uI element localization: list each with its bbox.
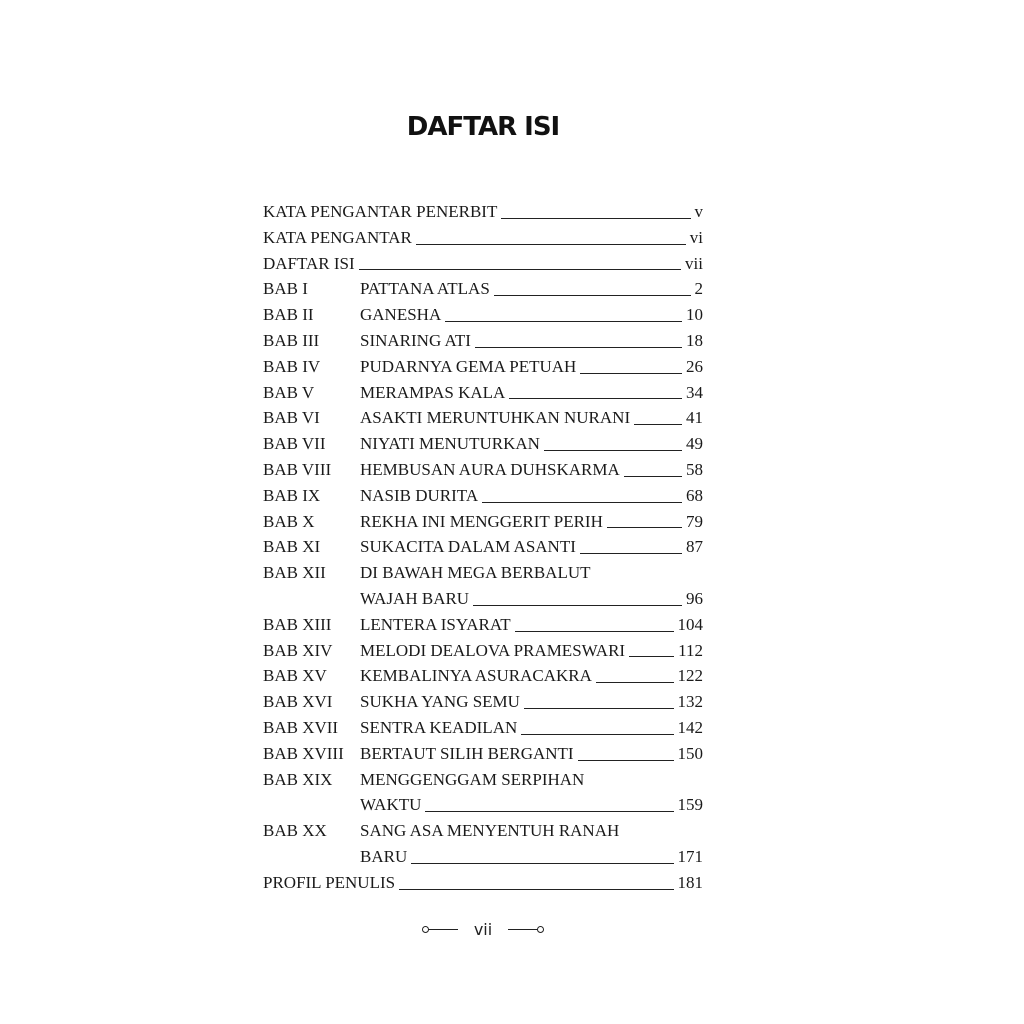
toc-chapter-label: BAB XIX <box>263 769 333 789</box>
toc-page-number: 159 <box>677 795 703 815</box>
toc-leader-line <box>475 347 682 348</box>
toc-entry-title: KATA PENGANTAR PENERBIT <box>263 202 498 221</box>
toc-leader-line <box>596 682 674 683</box>
page-footer <box>0 920 966 939</box>
toc-page-number: 132 <box>677 692 703 712</box>
toc-chapter-title: MERAMPAS KALA <box>360 382 506 402</box>
toc-chapter-label: BAB II <box>263 305 314 325</box>
toc-page-number: vii <box>685 253 703 273</box>
toc-page-number: 104 <box>677 614 703 634</box>
toc-chapter-title: MELODI DEALOVA PRAMESWARI <box>360 640 626 660</box>
toc-chapter-label: BAB VIII <box>263 459 332 479</box>
toc-chapter-title: HEMBUSAN AURA DUHSKARMA <box>360 459 620 479</box>
toc-entry <box>263 199 703 225</box>
toc-chapter-entry-continuation <box>263 844 703 870</box>
toc-chapter-label: BAB IX <box>263 485 321 505</box>
toc-chapter-title: SUKHA YANG SEMU <box>360 692 520 712</box>
toc-chapter-title: DI BAWAH MEGA BERBALUT <box>360 563 591 583</box>
toc-leader-line <box>580 373 682 374</box>
toc-page-number: vi <box>689 227 703 247</box>
toc-chapter-title: NASIB DURITA <box>360 485 479 505</box>
toc-chapter-label: BAB III <box>263 330 320 350</box>
toc-page-number: 171 <box>677 846 703 866</box>
toc-chapter-entry <box>263 638 703 664</box>
toc-entry <box>263 870 703 896</box>
toc-chapter-entry <box>263 302 703 328</box>
toc-chapter-entry <box>263 328 703 354</box>
toc-page-number: 79 <box>686 511 703 531</box>
toc-chapter-title: ASAKTI MERUNTUHKAN NURANI <box>360 408 631 428</box>
toc-leader-line <box>624 476 682 477</box>
toc-chapter-label: BAB XIII <box>263 614 332 634</box>
toc-chapter-title: BERTAUT SILIH BERGANTI <box>360 743 574 763</box>
toc-chapter-entry <box>263 715 703 741</box>
toc-chapter-label: BAB I <box>263 279 308 299</box>
toc-chapter-label: BAB XVIII <box>263 743 344 763</box>
toc-leader-line <box>580 553 682 554</box>
toc-chapter-label: BAB IV <box>263 356 321 376</box>
toc-chapter-label: BAB XV <box>263 666 327 686</box>
toc-chapter-title: NIYATI MENUTURKAN <box>360 434 540 454</box>
toc-chapter-entry <box>263 431 703 457</box>
toc-entry-title: DAFTAR ISI <box>263 253 355 273</box>
page-title: DAFTAR ISI <box>406 112 560 142</box>
toc-entry <box>263 225 703 251</box>
footer-ornament-left <box>428 929 458 930</box>
toc-leader-line <box>515 631 674 632</box>
toc-page-number: 87 <box>686 537 703 557</box>
toc-leader-line <box>509 398 682 399</box>
toc-chapter-title-continuation: WAKTU <box>360 795 422 815</box>
toc-page-number: 150 <box>677 743 703 763</box>
toc-chapter-title: SUKACITA DALAM ASANTI <box>360 537 576 557</box>
toc-chapter-title: SENTRA KEADILAN <box>360 717 518 737</box>
toc-chapter-entry-continuation <box>263 792 703 818</box>
toc-chapter-label: BAB V <box>263 382 315 402</box>
toc-chapter-entry <box>263 663 703 689</box>
toc-leader-line <box>425 811 673 812</box>
toc-entry-title: KATA PENGANTAR <box>263 227 412 247</box>
toc-chapter-entry <box>263 741 703 767</box>
toc-chapter-title: PUDARNYA GEMA PETUAH <box>360 356 577 376</box>
toc-page-number: 68 <box>686 485 703 505</box>
toc-page-number: 181 <box>677 872 703 892</box>
footer-ornament-right <box>508 929 538 930</box>
toc-chapter-title: LENTERA ISYARAT <box>360 614 511 634</box>
toc-leader-line <box>399 889 673 890</box>
toc-leader-line <box>501 218 690 219</box>
toc-chapter-title: KEMBALINYA ASURACAKRA <box>360 666 592 686</box>
toc-leader-line <box>416 244 686 245</box>
toc-chapter-entry <box>263 612 703 638</box>
toc-leader-line <box>359 269 681 270</box>
toc-leader-line <box>494 295 691 296</box>
toc-page-number: 26 <box>686 356 703 376</box>
toc-chapter-label: BAB XVII <box>263 717 339 737</box>
toc-leader-line <box>607 527 682 528</box>
toc-chapter-entry <box>263 534 703 560</box>
toc-page-number: 41 <box>686 408 703 428</box>
toc-page-number: 10 <box>686 305 703 325</box>
toc-page-number: 2 <box>694 279 703 299</box>
toc-page-number: 96 <box>686 588 703 608</box>
toc-chapter-title: REKHA INI MENGGERIT PERIH <box>360 511 603 531</box>
toc-chapter-entry <box>263 818 703 844</box>
toc-chapter-entry <box>263 560 703 586</box>
toc-page-number: 112 <box>678 640 703 660</box>
toc-chapter-title: GANESHA <box>360 305 442 325</box>
toc-chapter-title: SANG ASA MENYENTUH RANAH <box>360 821 620 841</box>
toc-chapter-title: MENGGENGGAM SERPIHAN <box>360 769 585 789</box>
footer-page-number: vii <box>473 920 493 939</box>
toc-chapter-title-continuation: BARU <box>360 846 408 866</box>
toc-chapter-label: BAB VII <box>263 434 326 454</box>
toc-chapter-entry <box>263 354 703 380</box>
toc-leader-line <box>544 450 682 451</box>
toc-page-number: 58 <box>686 459 703 479</box>
toc-chapter-entry <box>263 483 703 509</box>
toc-chapter-entry <box>263 767 703 793</box>
toc-chapter-label: BAB XX <box>263 821 327 841</box>
toc-page-number: v <box>694 202 703 221</box>
toc-chapter-entry <box>263 380 703 406</box>
toc-page-number: 18 <box>686 330 703 350</box>
toc-page-number: 142 <box>677 717 703 737</box>
toc-leader-line <box>473 605 682 606</box>
toc-chapter-title-continuation: WAJAH BARU <box>360 588 470 608</box>
toc-chapter-entry-continuation <box>263 586 703 612</box>
toc-page-number: 34 <box>686 382 703 402</box>
toc-chapter-entry <box>263 509 703 535</box>
toc-leader-line <box>634 424 682 425</box>
toc-chapter-label: BAB XI <box>263 537 321 557</box>
toc-chapter-label: BAB X <box>263 511 315 531</box>
toc-entry <box>263 251 703 277</box>
toc-leader-line <box>482 502 682 503</box>
toc-chapter-title: PATTANA ATLAS <box>360 279 490 299</box>
toc-leader-line <box>411 863 673 864</box>
toc-chapter-label: BAB XIV <box>263 640 333 660</box>
toc-chapter-entry <box>263 276 703 302</box>
toc-page-number: 122 <box>677 666 703 686</box>
toc-chapter-label: BAB XII <box>263 563 326 583</box>
toc-leader-line <box>445 321 682 322</box>
toc-leader-line <box>578 760 674 761</box>
table-of-contents <box>263 199 703 896</box>
toc-chapter-entry <box>263 457 703 483</box>
toc-chapter-label: BAB VI <box>263 408 320 428</box>
toc-leader-line <box>521 734 673 735</box>
toc-chapter-title: SINARING ATI <box>360 330 471 350</box>
toc-chapter-entry <box>263 405 703 431</box>
toc-entry-title: PROFIL PENULIS <box>263 872 396 892</box>
toc-page-number: 49 <box>686 434 703 454</box>
toc-leader-line <box>524 708 674 709</box>
toc-chapter-entry <box>263 689 703 715</box>
toc-leader-line <box>629 656 674 657</box>
toc-chapter-label: BAB XVI <box>263 692 333 712</box>
